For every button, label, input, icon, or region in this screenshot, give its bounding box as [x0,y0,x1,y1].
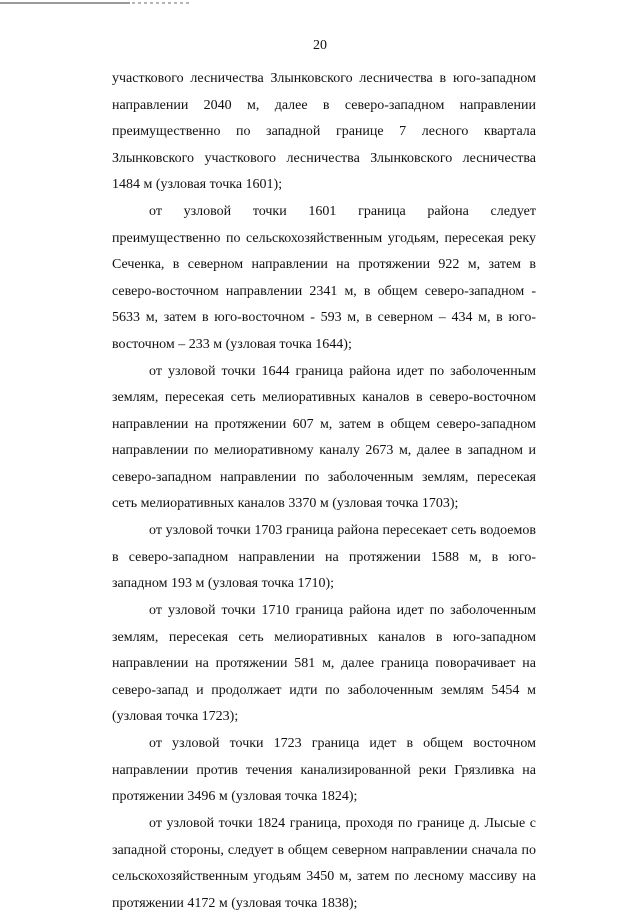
paragraph-point-1710: от узловой точки 1710 граница района идет по заболоченным землям, пересекая сеть мелиоративных каналов в юго-западном направлении на протяжении 581 м, далее граница поворачивает на северо-запад и продолжает идти по заболоченным землям 5454 м (узловая точка 1723); [112,603,536,724]
paragraph-point-1723: от узловой точки 1723 граница идет в общем восточном направлении против течения канализированной реки Грязливка на протяжении 3496 м (узловая точка 1824); [112,736,536,804]
paragraph-point-1601: от узловой точки 1601 граница района следует преимущественно по сельскохозяйственным угодьям, пересекая реку Сеченка, в северном направлении на протяжении 922 м, затем в северо-восточном направлении 2341 м, в общем северо-западном - 5633 м, затем в юго-восточном - 593 м, в северном – 434 м, в юго-восточном – 233 м (узловая точка 1644); [112,204,536,352]
paragraph-point-1703: от узловой точки 1703 граница района пересекает сеть водоемов в северо-западном направлении на протяжении 1588 м, в юго-западном 193 м (узловая точка 1710); [112,523,536,591]
scan-edge-mark [0,2,130,4]
page-number: 20 [313,38,327,53]
paragraph-point-1824: от узловой точки 1824 граница, проходя по границе д. Лысые с западной стороны, следует в общем северном направлении сначала по сельскохозяйственным угодьям 3450 м, затем по лесному массиву на протяжении 4172 м (узловая точка 1838); [112,816,536,911]
paragraph-continuation: участкового лесничества Злынковского лесничества в юго-западном направлении 2040 м, далее в северо-западном направлении преимущественно по западной границе 7 лесного квартала Злынковского участкового лесничества Злынковского лесничества 1484 м (узловая точка 1601); [112,71,536,192]
scan-edge-dots [132,2,192,4]
paragraph-point-1644: от узловой точки 1644 граница района идет по заболоченным землям, пересекая сеть мелиоративных каналов в северо-восточном направлении на протяжении 607 м, затем в общем северо-западном направлении по мелиоративному каналу 2673 м, далее в западном и северо-западном направлении по заболоченным землям, пересекая сеть мелиоративных каналов 3370 м (узловая точка 1703); [112,363,536,511]
document-body [112,66,536,917]
